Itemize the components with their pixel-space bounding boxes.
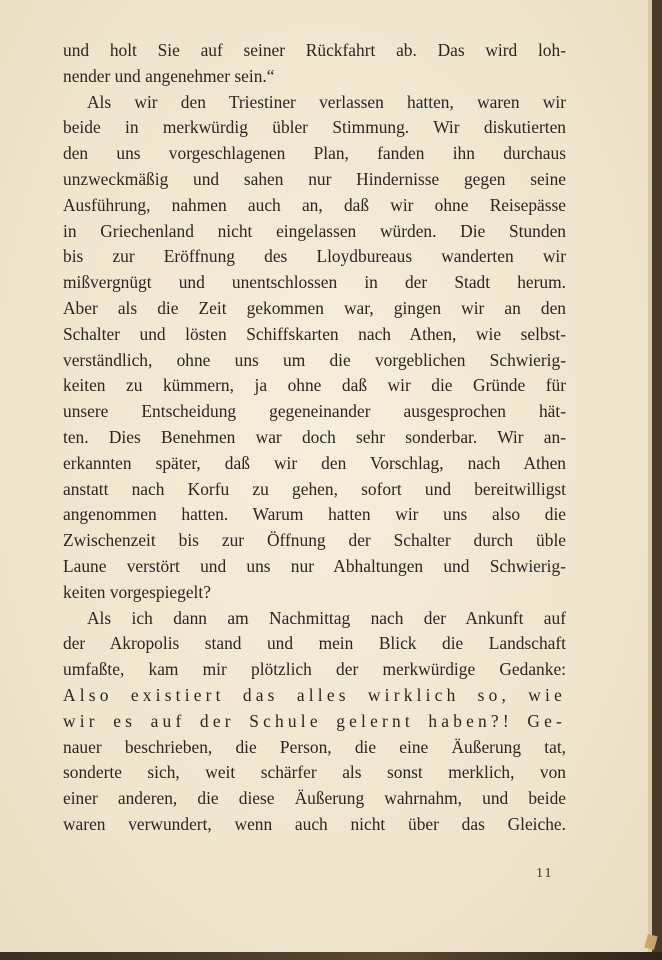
text-line-20: Zwischenzeit bis zur Öffnung der Schalter durch üble: [63, 530, 566, 551]
text-line-26: Also existiert das alles wirklich so, wie: [63, 684, 566, 705]
text-line-21: Laune verstört und uns nur Abhaltungen und Schwierig-: [63, 555, 566, 576]
text-line-30: einer anderen, die diese Äußerung wahrnahm, und beide: [63, 788, 566, 809]
body-text: [63, 38, 566, 838]
text-line-9: bis zur Eröffnung des Lloydbureaus wanderten wir: [63, 246, 566, 267]
text-line-27: wir es auf der Schule gelernt haben?! Ge-: [63, 710, 566, 731]
text-line-4: beide in merkwürdig übler Stimmung. Wir diskutierten: [63, 117, 566, 138]
text-line-22: keiten vorgespiegelt?: [63, 581, 211, 602]
text-line-19: angenommen hatten. Warum hatten wir uns also die: [63, 504, 566, 525]
text-line-18: anstatt nach Korfu zu gehen, sofort und bereitwilligst: [63, 478, 566, 499]
text-line-31: waren verwundert, wenn auch nicht über das Gleiche.: [63, 813, 566, 834]
text-line-7: Ausführung, nahmen auch an, daß wir ohne Reisepässe: [63, 194, 566, 215]
text-line-1: und holt Sie auf seiner Rückfahrt ab. Das wird loh-: [63, 40, 566, 60]
text-line-10: mißvergnügt und unentschlossen in der Stadt herum.: [63, 272, 566, 293]
text-line-8: in Griechenland nicht eingelassen würden. Die Stunden: [63, 220, 566, 241]
text-line-12: Schalter und lösten Schiffskarten nach Athen, wie selbst-: [63, 323, 566, 344]
text-line-15: unsere Entscheidung gegeneinander ausgesprochen hät-: [63, 401, 566, 422]
text-line-11: Aber als die Zeit gekommen war, gingen wir an den: [63, 297, 566, 318]
text-line-6: unzweckmäßig und sahen nur Hindernisse gegen seine: [63, 168, 566, 189]
text-line-13: verständlich, ohne uns um die vorgeblichen Schwierig-: [63, 349, 566, 370]
text-line-25: umfaßte, kam mir plötzlich der merkwürdige Gedanke:: [63, 659, 566, 680]
text-line-14: keiten zu kümmern, ja ohne daß wir die Gründe für: [63, 375, 566, 396]
text-line-16: ten. Dies Benehmen war doch sehr sonderbar. Wir an-: [63, 426, 566, 447]
text-line-29: sonderte sich, weit schärfer als sonst merklich, von: [63, 762, 566, 783]
book-edge: [0, 952, 662, 960]
page-number: 11: [536, 866, 554, 881]
text-line-28: nauer beschrieben, die Person, die eine Äußerung tat,: [63, 736, 566, 757]
text-line-3: Als wir den Triestiner verlassen hatten, waren wir: [87, 91, 566, 112]
text-line-24: der Akropolis stand und mein Blick die Landschaft: [63, 633, 566, 654]
corner-tab: [644, 934, 657, 950]
text-line-23: Als ich dann am Nachmittag nach der Ankunft auf: [87, 607, 566, 628]
text-line-5: den uns vorgeschlagenen Plan, fanden ihn durchaus: [63, 143, 566, 164]
text-line-17: erkannten später, daß wir den Vorschlag, nach Athen: [63, 452, 566, 473]
text-line-2: nender und angenehmer sein.“: [63, 65, 275, 86]
